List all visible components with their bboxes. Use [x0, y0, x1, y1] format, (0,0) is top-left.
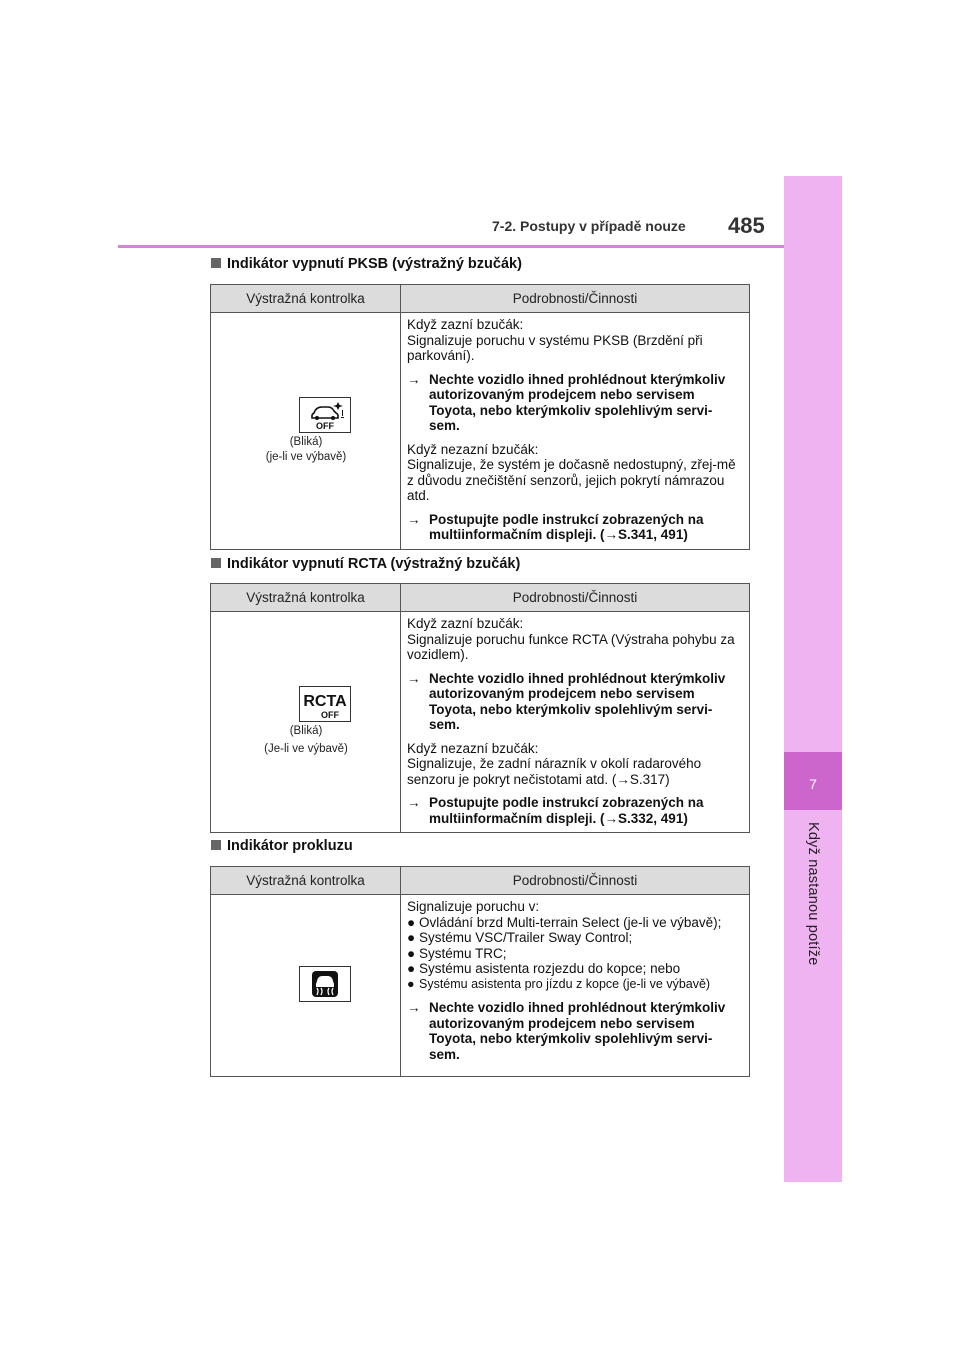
list-item — [407, 915, 743, 931]
detail-paragraph: Když zazní bzučák: Signalizuje poruchu v systému PKSB (Brzdění při parkování). — [407, 317, 703, 363]
slip-indicator-icon — [299, 966, 351, 1002]
square-bullet-icon — [211, 840, 221, 850]
column-header-warning-light: Výstražná kontrolka — [211, 867, 401, 894]
detail-paragraph: Signalizuje poruchu v: — [407, 899, 540, 914]
action-text: Nechte vozidlo ihned prohlédnout kterýmkoliv autorizovaným prodejcem nebo servisem Toyota, nebo kterýmkoliv spolehlivým servi-sem. — [429, 371, 726, 433]
action-instruction — [407, 671, 743, 733]
details-cell — [401, 612, 749, 832]
column-header-details: Podrobnosti/Činnosti — [512, 873, 638, 888]
column-header-details: Podrobnosti/Činnosti — [512, 590, 638, 605]
chapter-number-badge — [784, 752, 842, 810]
details-cell — [401, 313, 749, 549]
square-bullet-icon — [211, 558, 221, 568]
action-instruction — [407, 512, 743, 543]
chapter-side-tab — [784, 176, 842, 1182]
table-row — [211, 612, 749, 832]
action-text: Nechte vozidlo ihned prohlédnout kterýmkoliv autorizovaným prodejcem nebo servisem Toyota, nebo kterýmkoliv spolehlivým servi-sem. — [429, 670, 726, 732]
table-header — [211, 584, 749, 612]
list-item-text: Systému asistenta pro jízdu z kopce (je-li ve výbavě) — [419, 976, 711, 991]
arrow-icon: → — [407, 371, 421, 387]
arrow-icon: → — [407, 1000, 421, 1015]
action-instruction — [407, 372, 743, 434]
icon-caption-flashing: (Bliká) — [289, 725, 323, 737]
warning-light-cell — [211, 313, 401, 549]
action-instruction — [407, 1000, 743, 1062]
list-item-text: Systému TRC; — [419, 945, 507, 961]
section-heading-text: Indikátor vypnutí RCTA (výstražný bzučák) — [227, 556, 521, 572]
table-row — [211, 895, 749, 1076]
icon-off-label: OFF — [321, 710, 339, 720]
detail-paragraph: Když nezazní bzučák: Signalizuje, že systém je dočasně nedostupný, zřej-mě z důvodu znečištění senzorů, jejich pokrytí námrazou atd. — [407, 441, 736, 503]
detail-paragraph: Když nezazní bzučák: Signalizuje, že zadní nárazník v okolí radarového senzoru je pokryt nečistotami atd. (→S.317) — [407, 740, 702, 787]
pksb-off-warning-icon — [299, 397, 351, 433]
arrow-icon: → — [407, 795, 421, 810]
section-heading-rcta — [211, 556, 520, 572]
table-row — [211, 313, 749, 549]
details-cell — [401, 895, 749, 1076]
section-heading-text: Indikátor prokluzu — [227, 838, 353, 854]
chapter-number: 7 — [809, 776, 817, 792]
list-item — [407, 977, 743, 993]
list-item — [407, 930, 743, 946]
rcta-off-warning-icon — [299, 686, 351, 722]
arrow-icon: → — [407, 511, 421, 527]
icon-off-label: OFF — [316, 421, 334, 431]
bullet-icon: ● — [407, 945, 416, 961]
warning-table-rcta — [210, 583, 750, 833]
detail-paragraph: Když zazní bzučák: Signalizuje poruchu funkce RCTA (Výstraha pohybu za vozidlem). — [407, 616, 735, 662]
icon-caption-equipment: (je-li ve výbavě) — [265, 451, 347, 463]
chapter-section-title: 7-2. Postupy v případě nouze — [492, 218, 686, 234]
warning-light-cell — [211, 612, 401, 832]
action-text: Nechte vozidlo ihned prohlédnout kterýmkoliv autorizovaným prodejcem nebo servisem Toyota, nebo kterýmkoliv spolehlivým servi-sem. — [429, 1000, 726, 1062]
bullet-icon: ● — [407, 976, 415, 991]
column-header-warning-light: Výstražná kontrolka — [211, 584, 401, 611]
icon-rcta-label: RCTA — [303, 693, 347, 710]
list-item-text: Systému VSC/Trailer Sway Control; — [419, 930, 633, 945]
arrow-icon: → — [407, 670, 421, 686]
action-text: Postupujte podle instrukcí zobrazených na multiinformačním displeji. (→S.332, 491) — [429, 795, 704, 826]
list-item — [407, 961, 743, 977]
bullet-icon: ● — [407, 930, 416, 945]
table-header — [211, 285, 749, 313]
section-heading-pksb — [211, 256, 522, 272]
section-heading-slip — [211, 838, 353, 854]
bullet-icon: ● — [407, 914, 416, 930]
warning-light-cell — [211, 895, 401, 1076]
icon-caption-equipment: (Je-li ve výbavě) — [264, 743, 348, 755]
list-item-text: Systému asistenta rozjezdu do kopce; nebo — [419, 961, 681, 976]
action-instruction — [407, 795, 743, 826]
header-divider — [118, 245, 784, 248]
warning-table-slip — [210, 866, 750, 1077]
chapter-title-vertical: Když nastanou potíže — [805, 822, 821, 966]
section-heading-text: Indikátor vypnutí PKSB (výstražný bzučák) — [227, 256, 522, 272]
square-bullet-icon — [211, 258, 221, 268]
column-header-warning-light: Výstražná kontrolka — [211, 285, 401, 312]
column-header-details: Podrobnosti/Činnosti — [512, 291, 638, 306]
bullet-icon: ● — [407, 961, 416, 976]
table-header — [211, 867, 749, 895]
list-item-text: Ovládání brzd Multi-terrain Select (je-li ve výbavě); — [419, 914, 722, 930]
page-number: 485 — [728, 213, 765, 238]
warning-table-pksb — [210, 284, 750, 550]
list-item — [407, 946, 743, 962]
action-text: Postupujte podle instrukcí zobrazených na multiinformačním displeji. (→S.341, 491) — [429, 511, 704, 542]
icon-caption-flashing: (Bliká) — [289, 436, 323, 448]
